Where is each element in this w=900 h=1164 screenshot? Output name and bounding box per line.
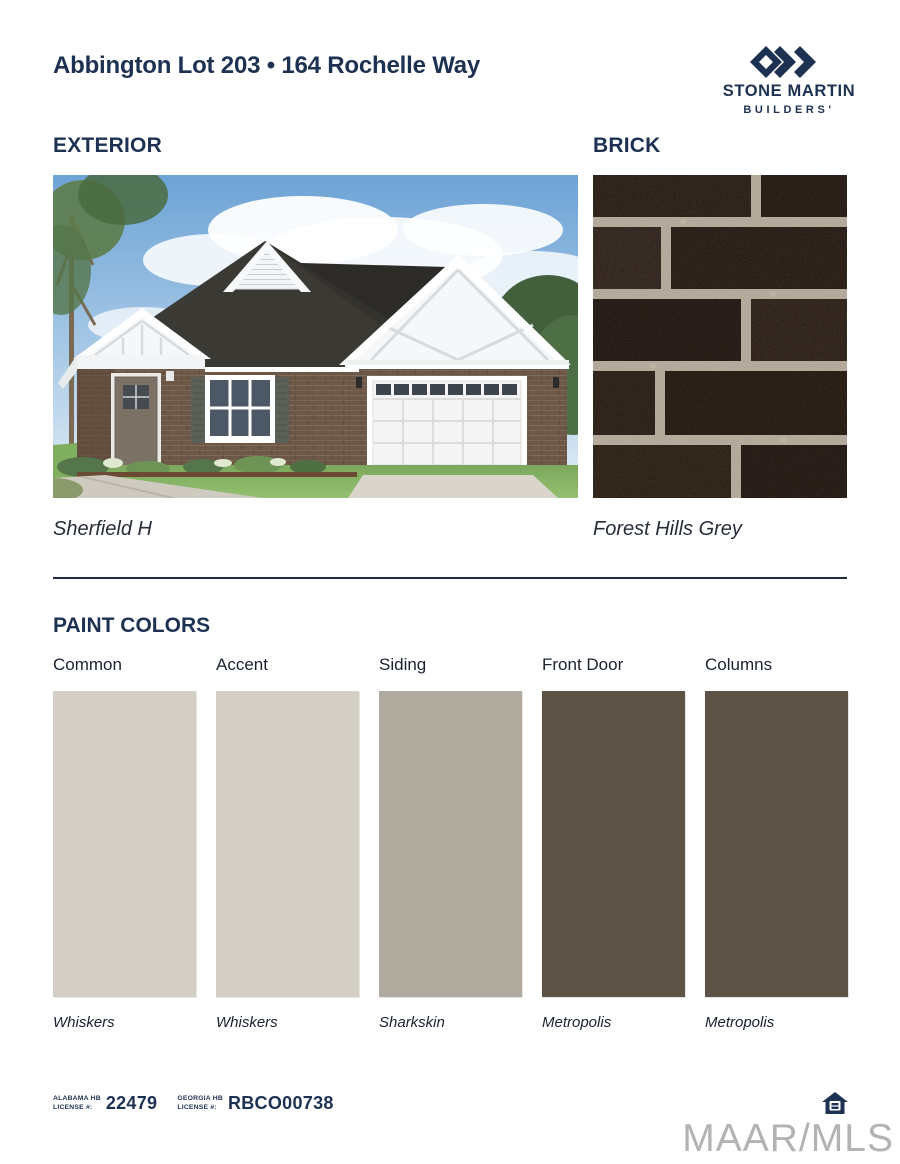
license-label: GEORGIA HB LICENSE #:: [177, 1095, 223, 1111]
swatch-color-block: [705, 691, 848, 997]
swatch-name: Sharkskin: [379, 1014, 445, 1031]
page-title: Abbington Lot 203 • 164 Rochelle Way: [53, 52, 481, 79]
builder-logo: [722, 46, 856, 116]
swatch-color-block: [53, 691, 196, 997]
paint-colors-heading: PAINT COLORS: [53, 614, 211, 637]
swatch-column: [53, 655, 196, 1031]
swatch-color-block: [216, 691, 359, 997]
swatch-label: Siding: [379, 655, 427, 674]
swatch-row: [53, 655, 848, 1031]
brick-caption: Forest Hills Grey: [593, 518, 742, 540]
brick-heading: BRICK: [593, 134, 661, 157]
swatch-label: Columns: [705, 655, 773, 674]
swatch-color-block: [542, 691, 685, 997]
swatch-column: [216, 655, 359, 1031]
license-item: [53, 1093, 157, 1114]
exterior-caption: Sherfield H: [53, 518, 152, 540]
swatch-column: [542, 655, 685, 1031]
license-row: [53, 1093, 334, 1114]
swatch-color-block: [379, 691, 522, 997]
swatch-label: Front Door: [542, 655, 624, 674]
mls-watermark: MAAR/MLS: [682, 1117, 894, 1160]
swatch-label: Accent: [216, 655, 268, 674]
license-label: ALABAMA HB LICENSE #:: [53, 1095, 101, 1111]
swatch-name: Metropolis: [705, 1014, 775, 1031]
swatch-label: Common: [53, 655, 122, 674]
swatch-name: Whiskers: [216, 1014, 278, 1031]
swatch-name: Whiskers: [53, 1014, 115, 1031]
swatch-column: [379, 655, 522, 1031]
swatch-column: [705, 655, 848, 1031]
diamond-double-chevron-icon: [750, 46, 828, 78]
license-value: RBCO00738: [227, 1093, 334, 1113]
exterior-house-image: [53, 175, 578, 498]
logo-name: STONE MARTIN: [722, 82, 856, 100]
exterior-heading: EXTERIOR: [53, 134, 162, 157]
license-value: 22479: [105, 1093, 158, 1113]
logo-subtitle: BUILDERS': [743, 104, 835, 116]
license-item: [177, 1093, 333, 1114]
equal-housing-icon: [821, 1091, 849, 1116]
swatch-name: Metropolis: [542, 1014, 612, 1031]
section-divider: [53, 577, 847, 579]
brick-sample-image: [593, 175, 847, 498]
